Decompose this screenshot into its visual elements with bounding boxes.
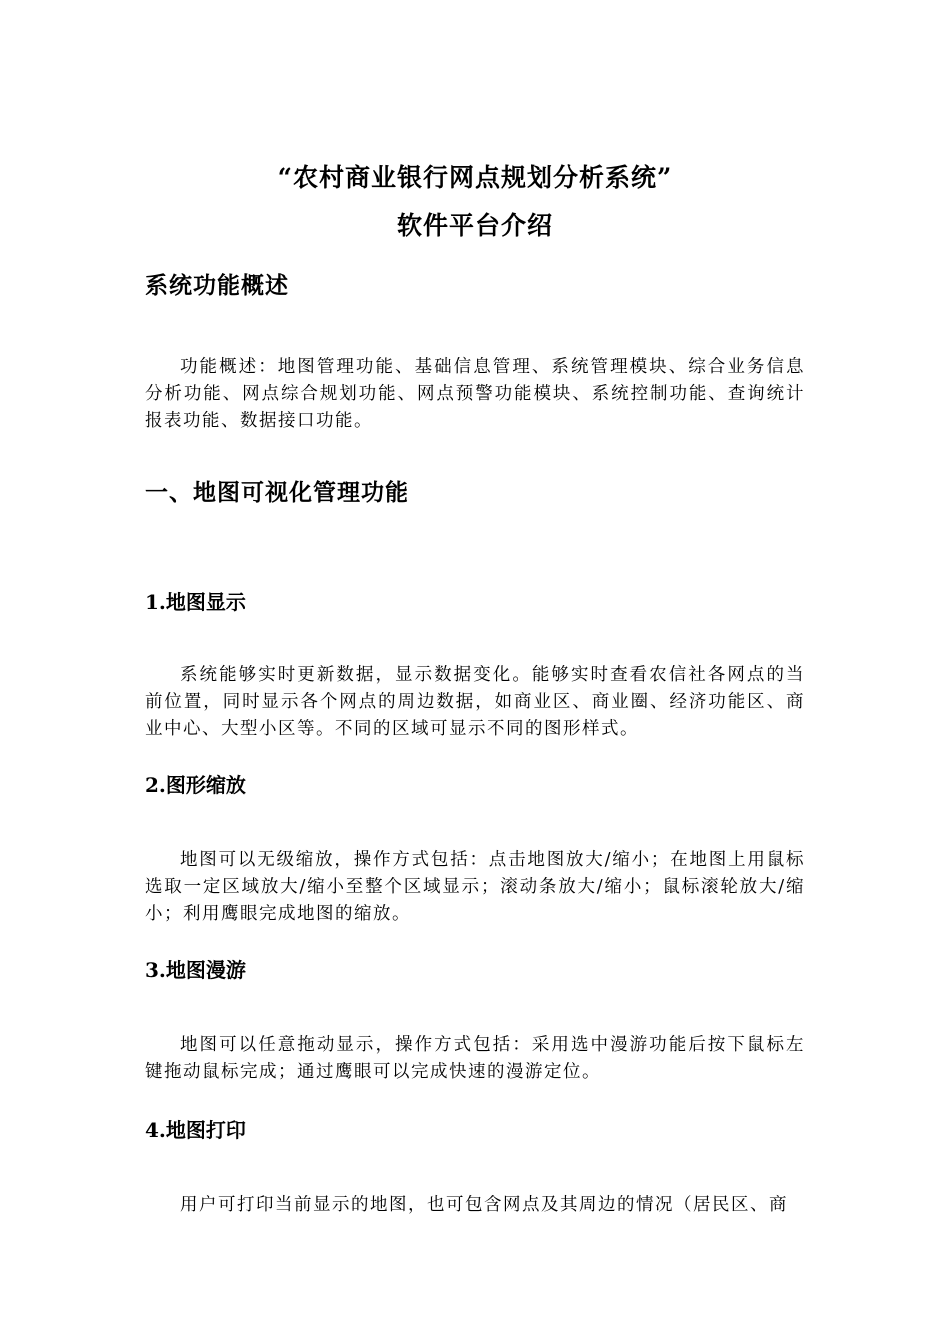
document-title: “农村商业银行网点规划分析系统” xyxy=(277,163,673,192)
item-heading-print: 4.地图打印 xyxy=(145,1118,246,1142)
overview-paragraph: 功能概述：地图管理功能、基础信息管理、系统管理模块、综合业务信息分析功能、网点综合规划功能、网点预警功能模块、系统控制功能、查询统计报表功能、数据接口功能。 xyxy=(145,357,805,431)
item-heading-pan: 3.地图漫游 xyxy=(145,958,246,982)
item-heading-zoom: 2.图形缩放 xyxy=(145,773,246,797)
document-subtitle: 软件平台介绍 xyxy=(396,211,553,240)
item-paragraph-map-display: 系统能够实时更新数据，显示数据变化。能够实时查看农信社各网点的当前位置，同时显示各个网点的周边数据，如商业区、商业圈、经济功能区、商业中心、大型小区等。不同的区域可显示不同的图形样式。 xyxy=(145,665,805,739)
item-paragraph-pan: 地图可以任意拖动显示，操作方式包括：采用选中漫游功能后按下鼠标左键拖动鼠标完成；通过鹰眼可以完成快速的漫游定位。 xyxy=(145,1035,805,1082)
overview-heading: 系统功能概述 xyxy=(145,272,289,299)
item-paragraph-print: 用户可打印当前显示的地图，也可包含网点及其周边的情况（居民区、商 xyxy=(180,1195,788,1215)
item-paragraph-zoom: 地图可以无级缩放，操作方式包括：点击地图放大/缩小；在地图上用鼠标选取一定区域放大/缩小至整个区域显示；滚动条放大/缩小；鼠标滚轮放大/缩小；利用鹰眼完成地图的缩放。 xyxy=(145,850,805,924)
section1-heading: 一、地图可视化管理功能 xyxy=(145,479,409,506)
item-heading-map-display: 1.地图显示 xyxy=(145,590,246,614)
